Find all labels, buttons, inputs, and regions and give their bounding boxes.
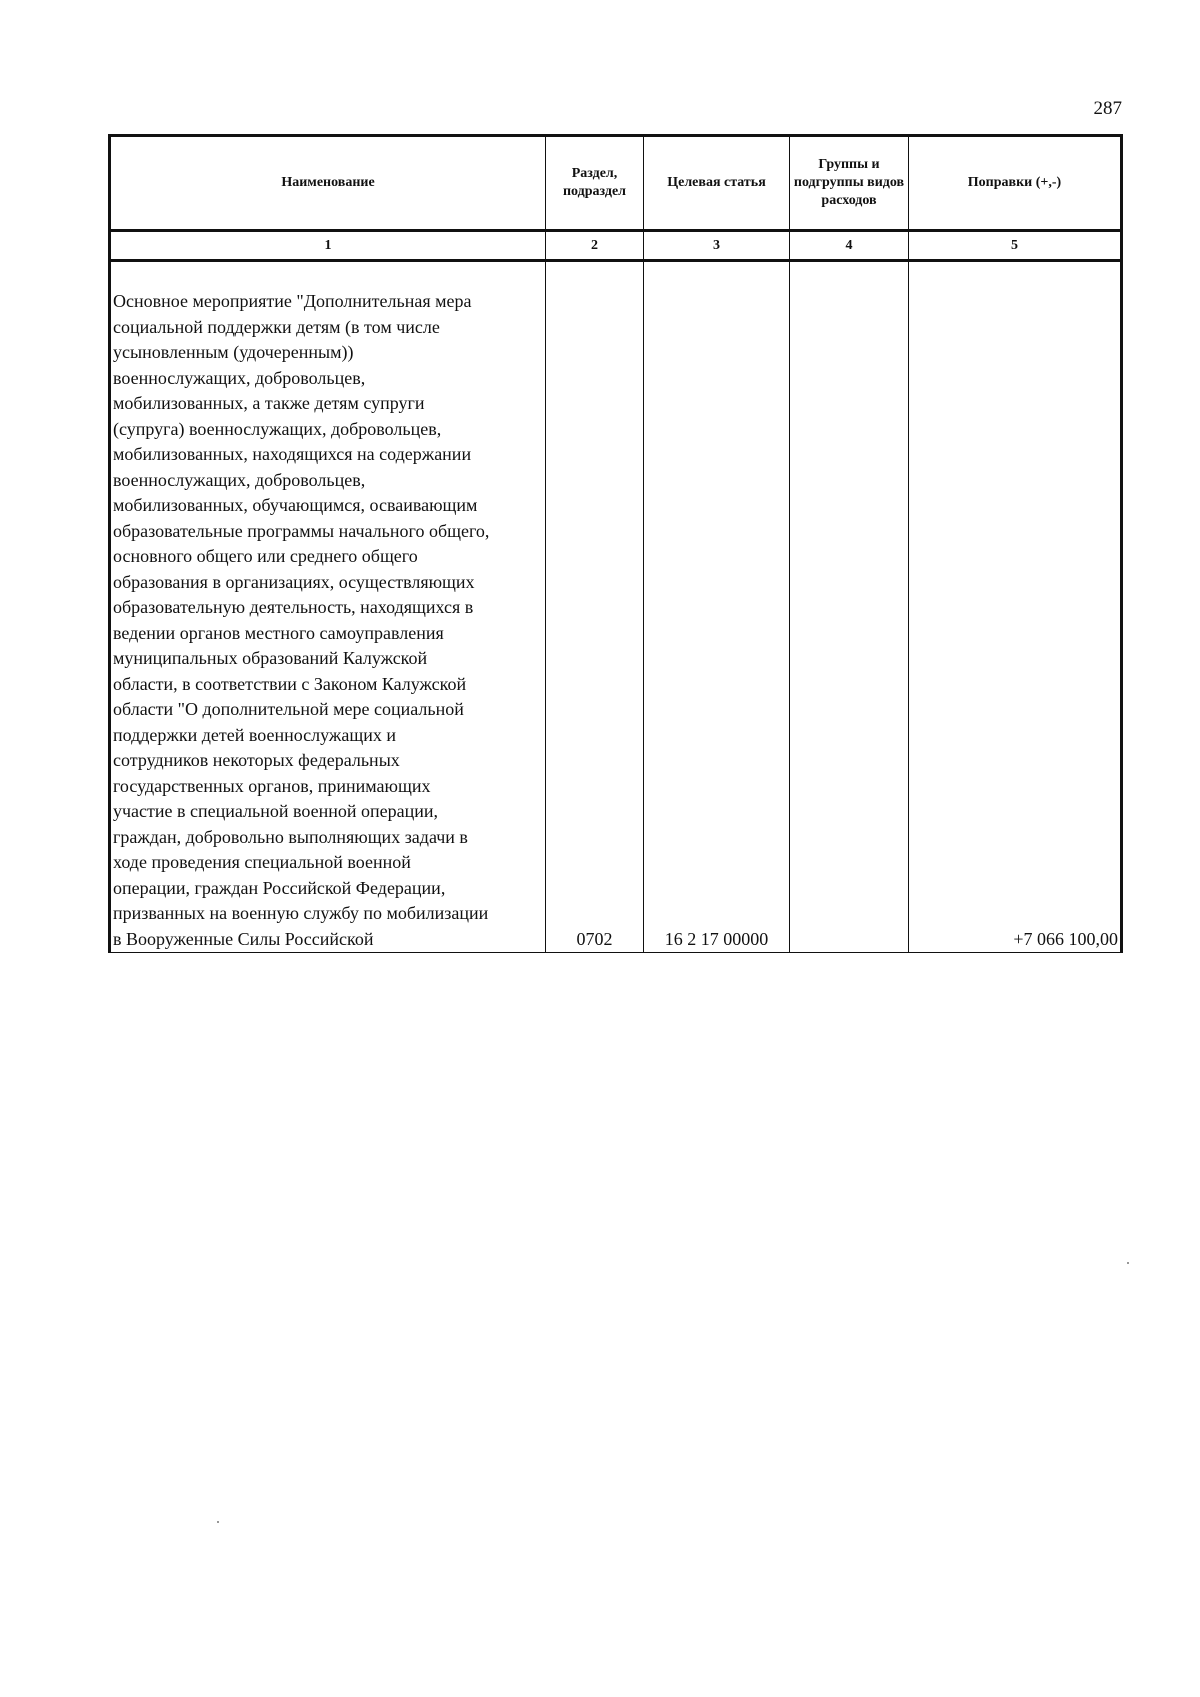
header-section: Раздел, подраздел bbox=[546, 136, 644, 231]
column-number-4: 4 bbox=[790, 231, 909, 261]
column-number-1: 1 bbox=[110, 231, 546, 261]
row-name-cell: Основное мероприятие "Дополнительная мера социальной поддержки детям (в том числе усыновленным (удочеренным)) военнослужащих, добровольцев, мобилизованных, а также детям супруги (супруга) военнослужащих, добровольцев, мобилизованных, находящихся на содержании военнослужащих, добровольцев, мобилизованных, обучающимся, осваивающим образовательные программы начального общего, основного общего или среднего общего образования в организациях, осуществляющих образовательную деятельность, находящихся в ведении органов местного самоуправления муниципальных образований Калужской области, в соответствии с Законом Калужской области "О дополнительной мере социальной поддержки детей военнослужащих и сотрудников некоторых федеральных государственных органов, принимающих участие в специальной военной операции, граждан, добровольно выполняющих задачи в ходе проведения специальной военной операции, граждан Российской Федерации, призванных на военную службу по мобилизации в Вооруженные Силы Российской bbox=[110, 261, 546, 953]
row-target-article-cell: 16 2 17 00000 bbox=[644, 261, 790, 953]
scan-speck bbox=[1127, 1262, 1129, 1264]
scan-speck bbox=[217, 1521, 219, 1523]
table-row bbox=[110, 261, 1122, 953]
row-amendment-cell: +7 066 100,00 bbox=[909, 261, 1122, 953]
row-expense-group-cell bbox=[790, 261, 909, 953]
header-expense-groups: Группы и подгруппы видов расходов bbox=[790, 136, 909, 231]
page-number: 287 bbox=[1093, 98, 1122, 119]
column-number-5: 5 bbox=[909, 231, 1122, 261]
budget-amendments-table bbox=[108, 134, 1123, 953]
header-target-article: Целевая статья bbox=[644, 136, 790, 231]
header-name: Наименование bbox=[110, 136, 546, 231]
header-amendments: Поправки (+,-) bbox=[909, 136, 1122, 231]
column-number-2: 2 bbox=[546, 231, 644, 261]
row-section-cell: 0702 bbox=[546, 261, 644, 953]
table-header-row bbox=[110, 136, 1122, 231]
column-number-3: 3 bbox=[644, 231, 790, 261]
column-number-row bbox=[110, 231, 1122, 261]
